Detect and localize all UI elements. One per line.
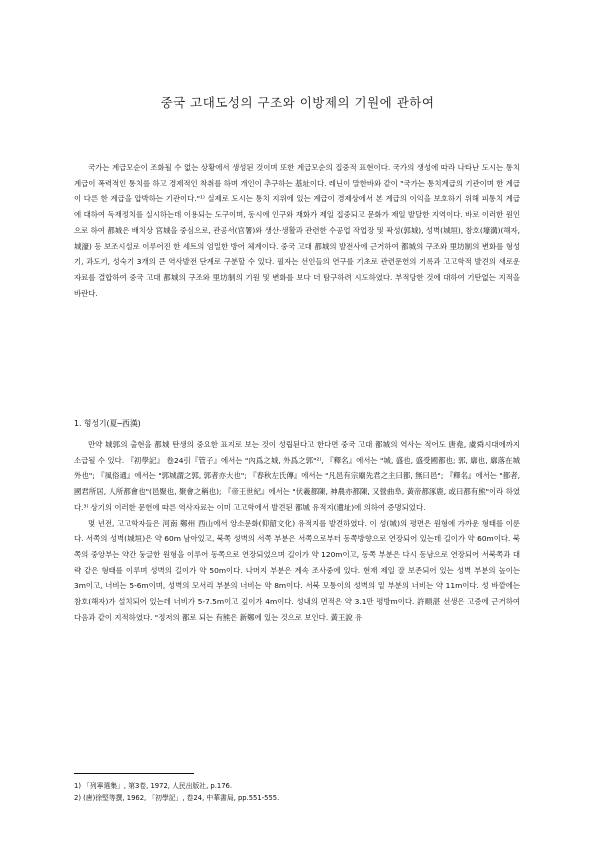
abstract-paragraph: 국가는 계급모순이 조화될 수 없는 상황에서 생성된 것이며 또한 계급모순의 집중적 표현이다. 국가의 생성에 따라 나타난 도시는 통치계급이 폭력적인 통치를 하고 경제적인 착취를 하며 개인이 추구하는 基址이다. 레닌이 말한바와 같이 "국가는 통치계급의 기관이며 한 계급이 다른 한 계급을 압박하는 기관이다."¹⁾ 실제로 도시는 통치 지위에 있는 계급이 경제상에서 본 계급의 이익을 보호하기 위해 피통치 계급에 대하여 독재정치를 실시하는데 이용되는 도구이며, 동시에 인구와 재화가 제일 집중되고 문화가 제일 발달한 지역이다. 바로 이러한 원인으로 하여 都城은 배치상 宮城을 중심으로, 관공서(官署)와 생산·생활과 관련한 수공업 작업장 및 곽성(郭城), 성벽(城垣), 참호(壕溝)(해자, 城濠) 등 보조시설로 이루어진 한 세트의 엄밀한 방어 체계이다. 중국 고대 都城의 발전사에 근거하여 都城의 구조와 里坊制의 변화를 형성기, 과도기, 성숙기 3개의 큰 역사발전 단계로 구분할 수 있다. 필자는 선인들의 연구를 기초로 관련문헌의 기록과 고고학적 발견의 새로운 자료를 결합하여 중국 고대 都城의 구조와 里坊制의 기원 및 변화를 보다 더 탐구하려 시도하였다. 부적당한 것에 대하여 기탄없는 지적을 바란다.	[74, 163, 520, 298]
section-body	[74, 437, 520, 625]
paper-title: 중국 고대도성의 구조와 이방제의 기원에 관하여	[160, 95, 435, 110]
footnote: 2) (唐)徐堅等撰, 1962, 「初學記」, 卷24, 中華書局, pp.551-555.	[74, 794, 280, 802]
abstract	[74, 160, 520, 301]
footnote: 1) 「列寧選集」, 第3卷, 1972, 人民出版社, p.176.	[74, 782, 233, 790]
body-paragraph: 몇 년전, 고고학자들은 河南 鄭州 西山에서 앙소문화(仰韶文化) 유적지를 발견하였다. 이 성(城)의 평면은 원형에 가까운 형태를 이룬다. 서쪽의 성벽(城垣)은 약 60m 남아있고, 북쪽 성벽의 서쪽 부분은 서쪽으로부터 동쪽방향으로 연장되어 있는데 길이가 약 60m이다. 북쪽의 중앙부는 약간 둥글한 원형을 이루어 동쪽으로 연장되었으며 길이가 약 120m이고, 동쪽 부분은 다시 동남으로 연장되어 서북쪽과 대략 같은 형태를 이루며 성벽의 길이가 약 50m이다. 나머지 부분은 계속 조사중에 있다. 현재 제일 잘 보존되어 있는 성벽 부분의 높이는 3m이고, 너비는 5-6m이며, 성벽의 모서리 부분의 너비는 약 8m이다. 서북 모퉁이의 성벽의 밑 부분의 너비는 약 11m이다. 성 바깥에는 참호(해자)가 설치되어 있는데 너비가 5-7.5m이고 깊이가 4m이다. 성내의 면적은 약 3.1만 평방m이다. 許順湛 선생은 고증에 근거하여 다음과 같이 지적하였다. "정저의 都로 되는 有熊은 新鄭에 있는 것으로 보인다. 黃王說 유	[74, 518, 520, 622]
section-heading: 1. 형성기(夏─西漢)	[74, 419, 141, 428]
body-paragraph: 만약 城郭의 출현을 都城 탄생의 중요한 표지로 보는 것이 성립된다고 한다면 중국 고대 都城의 역사는 적어도 唐堯, 虞舜시대에까지 소급될 수 있다. 『初學記』 卷24引『管子』에서는 "內爲之城, 外爲之郭"²⁾, 『釋名』에서는 "城, 盛也, 盛受國都也; 郭, 廓也, 廓落在城外也"; 『風俗通』에서는 "郭城謂之郭, 郭者亦大也"; 『春秋左氏傳』에서는 "凡邑有宗廟先君之主曰都, 無曰邑"; 『釋名』에서는 "都者, 國君所居, 人所都會也"(邑聚也, 聚會之稱也); 『帝王世紀』에서는 "伏羲都陳, 神農亦都陳, 又營曲阜, 黃帝都涿鹿, 或曰都有熊"이라 하였다.³⁾ 상기의 이러한 문헌에 따른 역사자료는 이미 고고학에서 발견된 都城 유적지(遺址)에 의하여 증명되었다.	[74, 440, 520, 512]
footnote-divider	[74, 773, 194, 774]
footnotes	[74, 780, 520, 804]
